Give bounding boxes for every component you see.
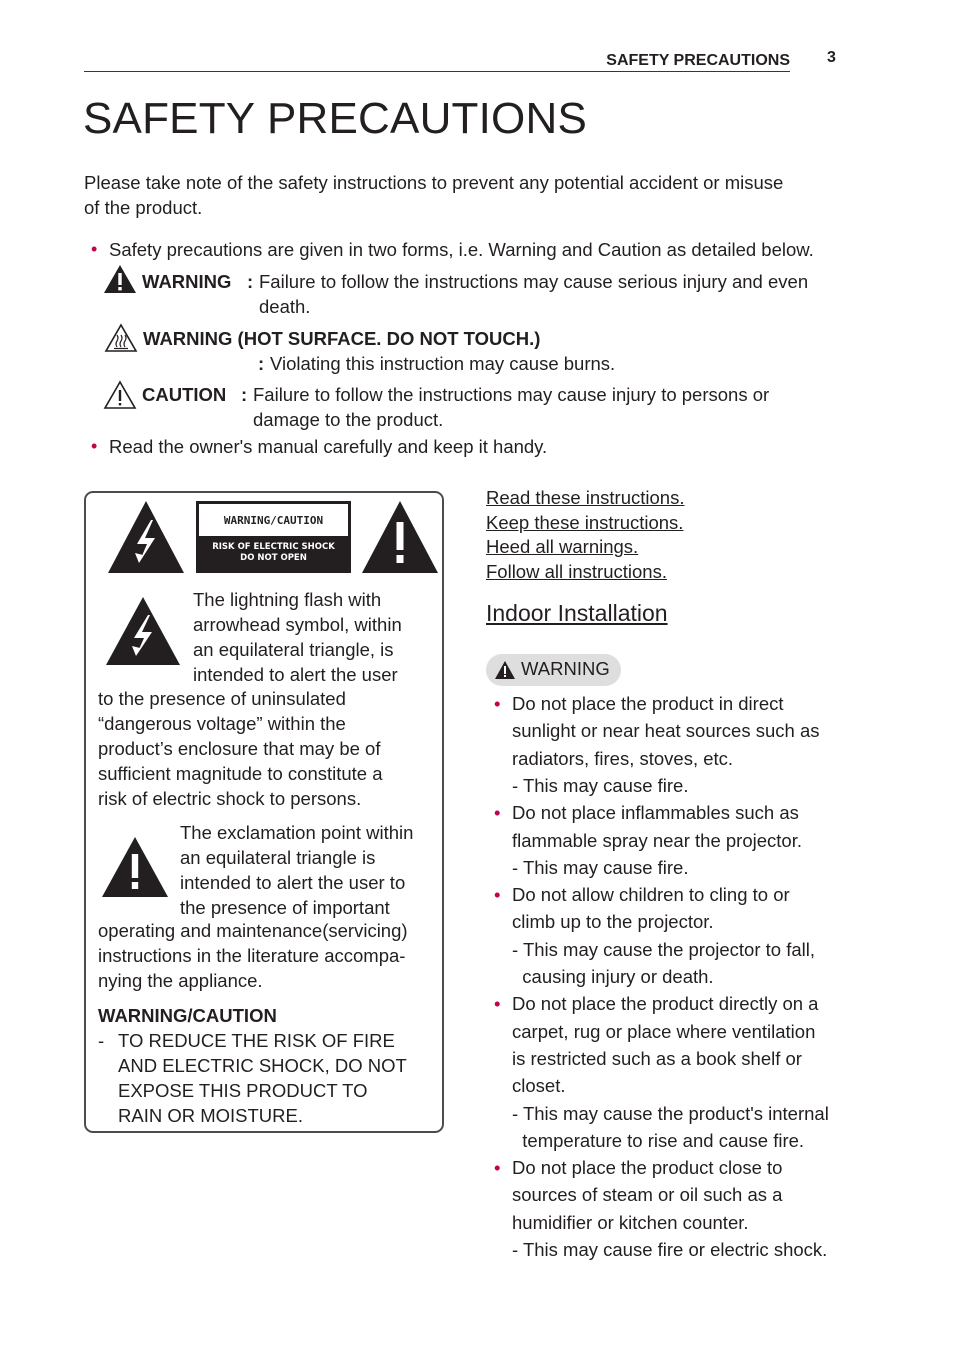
- text-line: is restricted such as a book shelf or: [512, 1047, 802, 1069]
- caution-label: CAUTION: [142, 384, 227, 405]
- text-line: EXPOSE THIS PRODUCT TO: [118, 1080, 368, 1101]
- text-line: Do not place the product close to: [512, 1157, 783, 1179]
- exclamation-description-cont: [98, 918, 408, 993]
- text-line: - This may cause fire.: [512, 774, 689, 796]
- text-line: climb up to the projector.: [512, 911, 714, 933]
- bullet-dot-icon: •: [91, 436, 98, 456]
- page-number: 3: [827, 49, 836, 66]
- text-line: - This may cause the projector to fall,: [512, 938, 815, 960]
- warning-caution-text: [118, 1028, 407, 1128]
- text-line: closet.: [512, 1075, 566, 1097]
- instruction-item: Heed all warnings.: [486, 536, 639, 558]
- text-line: Do not allow children to cling to or: [512, 884, 790, 906]
- text-line: The exclamation point within: [180, 822, 414, 843]
- text-line: RAIN OR MOISTURE.: [118, 1105, 304, 1126]
- text-line: sunlight or near heat sources such as: [512, 720, 820, 742]
- text-line: Do not place the product in direct: [512, 693, 784, 714]
- warning-caution-label: [196, 501, 351, 573]
- text-line: the presence of important: [180, 897, 390, 918]
- warning-caution-label-sub: [196, 542, 351, 564]
- warning-label: WARNING: [142, 271, 232, 292]
- text-line: sources of steam or oil such as a: [512, 1184, 783, 1206]
- bullet-dot-icon: •: [494, 693, 501, 714]
- text-line: Do not place the product directly on a: [512, 993, 819, 1015]
- intro-line: Please take note of the safety instructions to prevent any potential accident or misuse: [84, 172, 784, 193]
- text-line: operating and maintenance(servicing): [98, 920, 408, 941]
- bullet-dot-icon: •: [91, 239, 98, 259]
- warning-caution-heading: WARNING/CAUTION: [98, 1005, 277, 1026]
- warning-caution-dash: -: [98, 1030, 105, 1051]
- text-line: intended to alert the user to: [180, 872, 406, 893]
- text-line: intended to alert the user: [193, 664, 398, 685]
- instruction-item: Read these instructions.: [486, 487, 685, 508]
- text-line: humidifier or kitchen counter.: [512, 1211, 749, 1233]
- text-line: - This may cause fire.: [512, 856, 689, 878]
- text-line: temperature to rise and cause fire.: [512, 1129, 805, 1151]
- warning-triangle-icon: [494, 660, 516, 680]
- text-line: an equilateral triangle is: [180, 847, 376, 868]
- hot-surface-label: WARNING (HOT SURFACE. DO NOT TOUCH.): [143, 328, 541, 349]
- text-line: product’s enclosure that may be of: [98, 738, 381, 759]
- intro-line: of the product.: [84, 197, 203, 218]
- bullet-manual-text: Read the owner's manual carefully and keep it handy.: [109, 436, 548, 457]
- intro-paragraph: [84, 170, 844, 220]
- exclamation-triangle-icon: [101, 836, 169, 898]
- lightning-description-cont: [98, 686, 383, 811]
- warning-text-line: death.: [259, 296, 311, 317]
- text-line: arrowhead symbol, within: [193, 614, 402, 635]
- bullet-dot-icon: •: [494, 884, 501, 906]
- text-line: an equilateral triangle, is: [193, 639, 394, 660]
- text-line: nying the appliance.: [98, 970, 263, 991]
- warning-caution-label-title: WARNING/CAUTION: [199, 504, 348, 536]
- warning-triangle-icon: [103, 264, 137, 294]
- caution-text-line: Failure to follow the instructions may cause injury to persons or: [253, 384, 770, 405]
- bullet-dot-icon: •: [494, 1157, 501, 1179]
- warning-text-line: Failure to follow the instructions may cause serious injury and even: [259, 271, 809, 292]
- text-line: TO REDUCE THE RISK OF FIRE: [118, 1030, 395, 1051]
- caution-text-line: damage to the product.: [253, 409, 444, 430]
- exclamation-triangle-icon: [361, 500, 439, 574]
- caution-triangle-icon: [103, 380, 137, 410]
- text-line: radiators, fires, stoves, etc.: [512, 747, 734, 769]
- instruction-item: Keep these instructions.: [486, 511, 684, 533]
- label-sub-line: DO NOT OPEN: [240, 553, 307, 563]
- indoor-installation-heading: Indoor Installation: [486, 600, 668, 626]
- hot-surface-text: Violating this instruction may cause burns.: [270, 353, 616, 374]
- warning-pill-label: WARNING: [521, 658, 610, 679]
- instruction-item: Follow all instructions.: [486, 561, 667, 583]
- caution-colon: :: [241, 384, 248, 405]
- text-line: flammable spray near the projector.: [512, 829, 802, 851]
- exclamation-description: [180, 820, 413, 920]
- warning-pill: [486, 654, 621, 686]
- text-line: “dangerous voltage” within the: [98, 713, 346, 734]
- hot-surface-colon: :: [258, 353, 265, 374]
- text-line: to the presence of uninsulated: [98, 688, 346, 709]
- header-rule: [84, 71, 790, 72]
- text-line: carpet, rug or place where ventilation: [512, 1020, 816, 1042]
- text-line: risk of electric shock to persons.: [98, 788, 362, 809]
- hot-surface-icon: [104, 323, 138, 353]
- bullet-forms-text: Safety precautions are given in two forms, i.e. Warning and Caution as detailed below.: [109, 239, 814, 260]
- bullet-dot-icon: •: [494, 993, 501, 1015]
- label-sub-line: RISK OF ELECTRIC SHOCK: [212, 542, 335, 552]
- lightning-description: [193, 587, 402, 687]
- text-line: instructions in the literature accompa-: [98, 945, 406, 966]
- instruction-list: [486, 486, 684, 585]
- text-line: Do not place inflammables such as: [512, 802, 799, 824]
- text-line: causing injury or death.: [512, 966, 714, 987]
- page-title: SAFETY PRECAUTIONS: [83, 94, 587, 143]
- lightning-triangle-icon: [105, 596, 181, 666]
- bullet-dot-icon: •: [494, 802, 501, 824]
- text-line: AND ELECTRIC SHOCK, DO NOT: [118, 1055, 407, 1076]
- text-line: - This may cause fire or electric shock.: [512, 1239, 828, 1260]
- warning-colon: :: [247, 271, 254, 292]
- header-section-title: SAFETY PRECAUTIONS: [606, 52, 790, 69]
- lightning-triangle-icon: [107, 500, 185, 574]
- text-line: The lightning flash with: [193, 589, 382, 610]
- text-line: - This may cause the product's internal: [512, 1102, 829, 1124]
- text-line: sufficient magnitude to constitute a: [98, 763, 383, 784]
